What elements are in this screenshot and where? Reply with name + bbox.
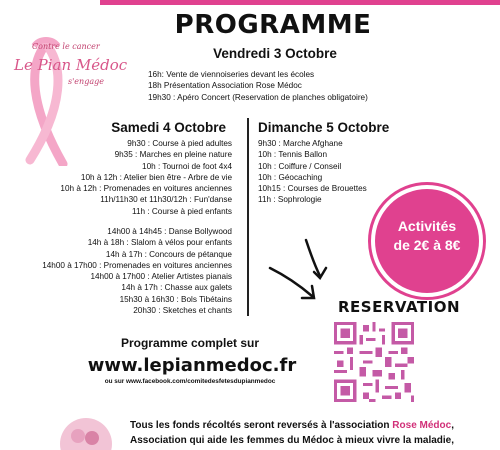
list-item: 14h à 17h : Concours de pétanque [105, 249, 232, 259]
price-badge [375, 189, 479, 293]
program-complete-text: Programme complet sur [120, 336, 260, 350]
qr-code-icon[interactable] [334, 322, 414, 402]
list-item: 10h : Tennis Ballon [258, 150, 328, 160]
saturday-heading: Samedi 4 Octobre [111, 120, 226, 135]
saturday-afternoon-schedule [0, 226, 232, 316]
list-item: 20h30 : Sketches et chants [133, 306, 232, 316]
list-item: 9h30 : Marche Afghane [258, 139, 343, 148]
list-item: 14h à 18h : Slalom à vélos pour enfants [87, 238, 232, 248]
logo-tagline-bottom: s'engage [68, 77, 104, 86]
friday-heading: Vendredi 3 Octobre [213, 46, 337, 61]
list-item: 16h: Vente de viennoiseries devant les écoles [148, 70, 315, 79]
list-item: 14h à 17h : Chasse aux galets [121, 283, 232, 293]
footer-line-2: Association qui aide les femmes du Médoc à mieux vivre la maladie, [130, 435, 455, 446]
sunday-heading: Dimanche 5 Octobre [258, 120, 390, 135]
list-item: 10h à 12h : Promenades en voitures anciennes [60, 184, 232, 194]
list-item: 15h30 à 16h30 : Bols Tibétains [119, 294, 232, 304]
list-item: 14h00 à 17h00 : Promenades en voitures anciennes [42, 260, 232, 270]
footer-text [130, 418, 500, 448]
list-item: 10h : Coiffure / Conseil [258, 161, 342, 171]
list-item: 19h30 : Apéro Concert (Reservation de planches obligatoire) [148, 92, 368, 102]
logo-brand: Le Pian Médoc [14, 56, 128, 74]
list-item: 10h : Tournoi de foot 4x4 [142, 161, 232, 171]
list-item: 14h00 à 17h00 : Atelier Artistes pianais [90, 272, 232, 282]
footer-line-1: Tous les fonds récoltés seront reversés à l'association Rose Médoc, [130, 420, 454, 431]
list-item: 10h : Géocaching [258, 172, 323, 182]
facebook-link[interactable]: ou sur www.facebook.com/comitedesfetesdupianmedoc [104, 378, 276, 385]
list-item: 11h/11h30 et 11h30/12h : Fun'danse [100, 195, 232, 205]
badge-line-2: de 2€ à 8€ [393, 237, 461, 253]
top-accent-bar [100, 0, 500, 5]
column-divider [247, 118, 249, 316]
logo-tagline-top: Contre le cancer [32, 42, 100, 51]
saturday-morning-schedule [0, 138, 232, 217]
list-item: 14h00 à 14h45 : Danse Bollywood [107, 227, 232, 236]
rose-medoc-logo-icon [58, 414, 114, 450]
list-item: 9h35 : Marches en pleine nature [114, 150, 232, 160]
list-item: 9h30 : Course à pied adultes [127, 139, 232, 148]
badge-line-1: Activités [397, 218, 457, 234]
list-item: 18h Présentation Association Rose Médoc [148, 81, 302, 91]
website-link[interactable]: www.lepianmedoc.fr [87, 355, 297, 376]
list-item: 11h : Sophrologie [258, 195, 322, 205]
sunday-schedule [258, 138, 367, 206]
list-item: 10h15 : Courses de Brouettes [258, 184, 367, 194]
reservation-label: RESERVATION [337, 298, 461, 316]
list-item: 10h à 12h : Atelier bien être - Arbre de vie [80, 172, 232, 182]
association-name: Rose Médoc [392, 420, 452, 431]
page-title: PROGRAMME [174, 10, 372, 40]
list-item: 11h : Course à pied enfants [132, 206, 232, 216]
friday-schedule [148, 69, 368, 103]
